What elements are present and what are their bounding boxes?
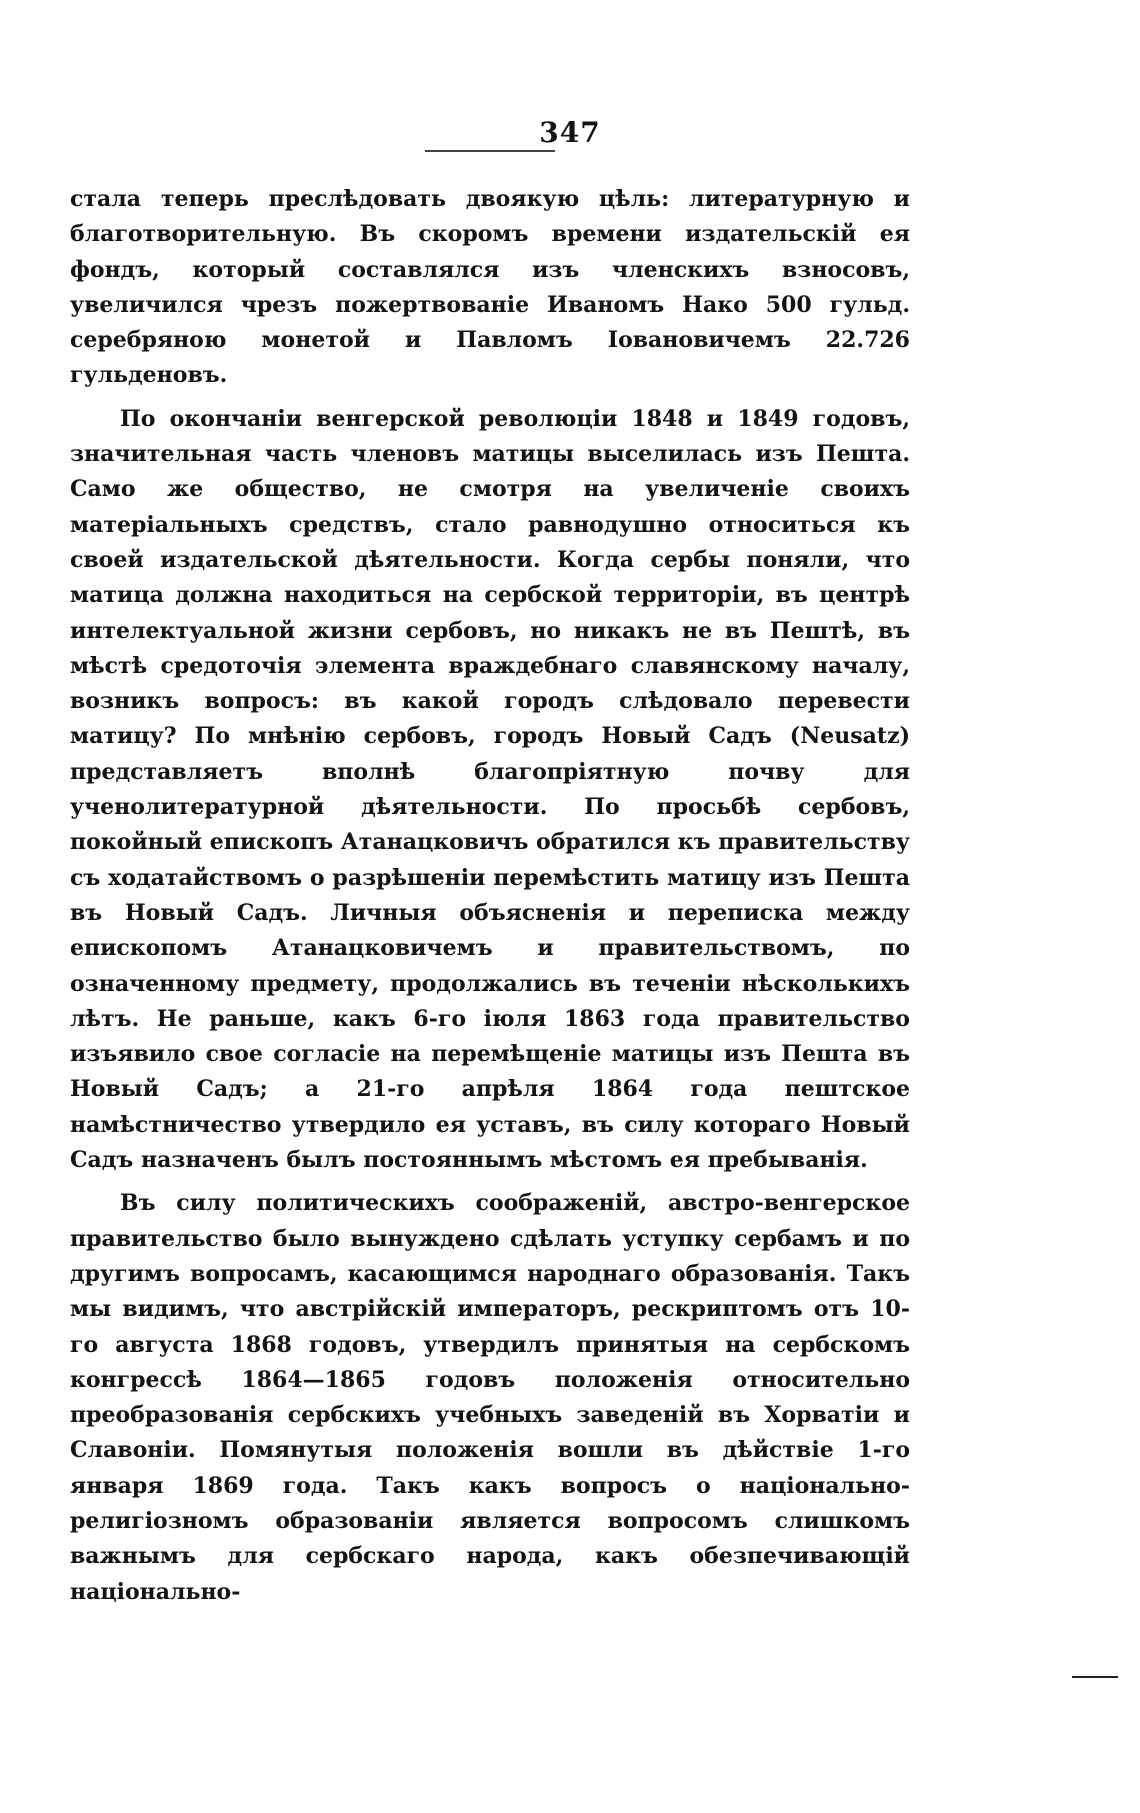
paragraph-matica-relocation: По окончаніи венгерской революціи 1848 и 1849 годовъ, значительная часть членовъ матицы выселилась изъ Пешта. Само же общество, не смотря на увеличеніе своихъ матеріальныхъ средствъ, стало равнодушно относиться къ своей издательской дѣятельности. Когда сербы поняли, что матица должна находиться на сербской территоріи, въ центрѣ интелектуальной жизни сербовъ, но никакъ не въ Пештѣ, въ мѣстѣ средоточія элемента враждебнаго славянскому началу, возникъ вопросъ: въ какой городъ слѣдовало перевести матицу? По мнѣнію сербовъ, городъ Новый Садъ (Neusatz) представляетъ вполнѣ благопріятную почву для ученолитературной дѣятельности. По просьбѣ сербовъ, покойный епископъ Атанацковичъ обратился къ правительству съ ходатайствомъ о разрѣшеніи перемѣстить матицу изъ Пешта въ Новый Садъ. Личныя объясненія и переписка между епископомъ Атанацковичемъ и правительствомъ, по означенному предмету, продолжались въ теченіи нѣсколькихъ лѣтъ. Не раньше, какъ 6-го іюля 1863 года правительство изъявило свое согласіе на перемѣщеніе матицы изъ Пешта въ Новый Садъ; а 21-го апрѣля 1864 года пештское намѣстничество утвердило ея уставъ, въ силу котораго Новый Садъ назначенъ былъ постояннымъ мѣстомъ ея пребыванія.: [70, 405, 911, 1174]
paragraph-continuation: стала теперь преслѣдовать двоякую цѣль: литературную и благотворительную. Въ скоромъ времени издательскій ея фондъ, который составлялся изъ членскихъ взносовъ, увеличился чрезъ пожертвованіе Иваномъ Нако 500 гульд. серебряною монетой и Павломъ Іовановичемъ 22.726 гульденовъ.: [70, 186, 910, 389]
page-number-rule: [425, 150, 555, 152]
page-number: 347: [539, 116, 601, 149]
body-text: [70, 182, 910, 1618]
paragraph-education-concessions: Въ силу политическихъ соображеній, австро-венгерское правительство было вынуждено сдѣлать уступку сербамъ и по другимъ вопросамъ, касающимся народнаго образованія. Такъ мы видимъ, что австрійскій императоръ, рескриптомъ отъ 10-го августа 1868 годовъ, утвердилъ принятыя на сербскомъ конгрессѣ 1864—1865 годовъ положенія относительно преобразованія сербскихъ учебныхъ заведеній въ Хорватіи и Славоніи. Помянутыя положенія вошли въ дѣйствіе 1-го января 1869 года. Такъ какъ вопросъ о національно-религіозномъ образованіи является вопросомъ слишкомъ важнымъ для сербскаго народа, какъ обезпечивающій національно-: [70, 1190, 910, 1605]
margin-rule: [1072, 1676, 1118, 1678]
